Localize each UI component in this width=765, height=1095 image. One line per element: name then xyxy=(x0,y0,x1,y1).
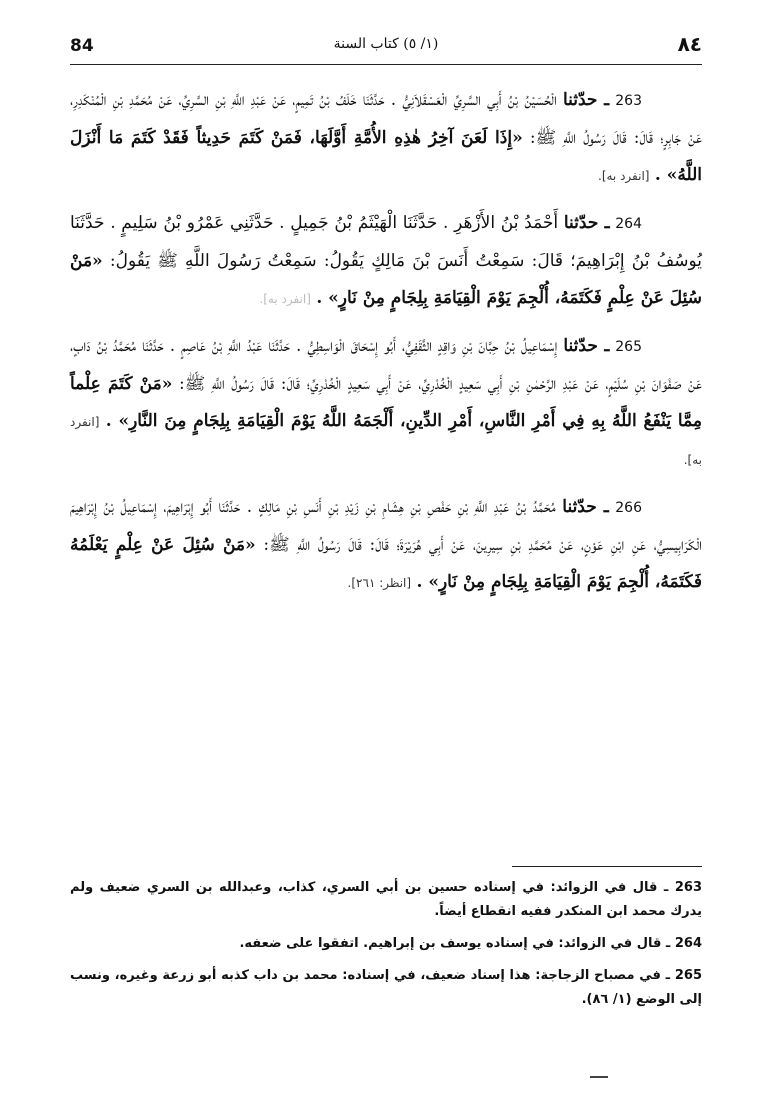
footnote-264 xyxy=(70,932,702,956)
hadith-isnad: مُحَمَّدُ بْنُ عَبْدِ اللَّهِ بْنِ حَفْصِ بْنِ هِشَامِ بْنِ زَيْدِ بْنِ أَنَسِ بْنِ مَالِكٍ . حَدَّثَنَا أَبُو إِبْرَاهِيمَ، إِسْمَاعِيلُ بْنُ إِبْرَاهِيمَ الْكَرَابِيسِيُّ، عَنِ ابْنِ عَوْنٍ، عَنْ مُحَمَّدِ بْنِ سِيرِينَ، عَنْ أَبِي هُرَيْرَةَ؛ قَالَ: قَالَ رَسُولُ اللَّهِ ﷺ: xyxy=(70,497,702,555)
hadith-lead: ـ حدّثنا xyxy=(562,90,610,110)
footnote-rule xyxy=(512,866,702,867)
footnote-label: 263 ـ قال في الزوائد: xyxy=(550,880,703,895)
hadith-note: [انفرد به]. xyxy=(598,169,650,183)
hadith-number: 263 xyxy=(615,93,642,109)
hadith-number: 266 xyxy=(615,500,642,516)
hadith-lead: ـ حدّثنا xyxy=(562,497,609,517)
page-number-arabic: ٨٤ xyxy=(677,32,702,56)
hadith-isnad: الْحُسَيْنُ بْنُ أَبِي السَّرِيِّ الْعَسْقَلاَنِيُّ . حَدَّثَنَا خَلَفُ بْنُ تَمِيمٍ، عَنْ عَبْدِ اللَّهِ بْنِ السَّرِيِّ، عَنْ مُحَمَّدِ بْنِ الْمُنْكَدِرِ، عَنْ جَابِرٍ؛ قَالَ: قَالَ رَسُولُ اللَّهِ ﷺ: xyxy=(70,90,703,148)
hadith-matn: «مَنْ كَتَمَ عِلْماً مِمَّا يَنْفَعُ اللَّهُ بِهِ فِي أَمْرِ النَّاسِ، أَمْرِ الدِّينِ، أَلْجَمَهُ اللَّهُ يَوْمَ الْقِيَامَةِ بِلِجَامٍ مِنَ النَّارِ» . xyxy=(70,374,702,431)
footnote-text: في إسناده حسين بن أبي السري، كذاب، وعبدالله بن السري ضعيف ولم يدرك محمد ابن المنكدر ففيه انقطاع أيضاً. xyxy=(70,880,702,919)
hadith-isnad: أَحْمَدُ بْنُ الأَزْهَرِ . حَدَّثَنَا الْهَيْثَمُ بْنُ جَمِيلٍ . حَدَّثَنِي عَمْرُو بْنُ سَلِيمٍ . حَدَّثَنَا يُوسُفُ بْنُ إِبْرَاهِيمَ؛ قَالَ: سَمِعْتُ أَنَسَ بْنَ مَالِكٍ يَقُولُ: سَمِعْتُ رَسُولَ اللَّهِ ﷺ يَقُولُ: xyxy=(70,213,703,271)
hadith-matn: «إِذَا لَعَنَ آخِرُ هٰذِهِ الأُمَّةِ أَوَّلَهَا، فَمَنْ كَتَمَ حَدِيثاً فَقَدْ كَتَمَ مَا أَنْزَلَ اللَّهُ» . xyxy=(70,128,702,185)
hadith-lead: ـ حدّثنا xyxy=(563,213,610,233)
main-text xyxy=(70,82,702,612)
footnote-263 xyxy=(70,876,702,924)
footnote-label: 265 ـ في مصباح الزجاجة: xyxy=(535,968,702,983)
hadith-265 xyxy=(70,328,702,479)
header-rule xyxy=(70,64,702,65)
footnote-265 xyxy=(70,964,702,1012)
hadith-number: 264 xyxy=(615,216,642,232)
page-header xyxy=(70,32,702,64)
hadith-lead: ـ حدّثنا xyxy=(563,336,610,356)
hadith-isnad: إِسْمَاعِيلُ بْنُ حِبَّانَ بْنِ وَاقِدٍ الثَّقَفِيُّ، أَبُو إِسْحَاقَ الْوَاسِطِيُّ . حَدَّثَنَا عَبْدُ اللَّهِ بْنُ عَاصِمٍ . حَدَّثَنَا مُحَمَّدُ بْنُ دَابٍ، عَنْ صَفْوَانَ بْنِ سُلَيْمٍ، عَنْ عَبْدِ الرَّحْمٰنِ بْنِ أَبِي سَعِيدٍ الْخُدْرِيِّ، عَنْ أَبِي سَعِيدٍ الْخُدْرِيِّ؛ قَالَ: قَالَ رَسُولُ اللَّهِ ﷺ: xyxy=(70,336,703,394)
hadith-matn: «مَنْ سُئِلَ عَنْ عِلْمٍ فَكَتَمَهُ، أُلْجِمَ يَوْمَ الْقِيَامَةِ بِلِجَامٍ مِنْ نَارٍ» . xyxy=(70,251,702,308)
hadith-note: [انفرد به]. xyxy=(70,415,702,467)
hadith-note: [انظر: ٢٦١]. xyxy=(347,576,412,590)
hadith-266 xyxy=(70,489,702,602)
footnotes xyxy=(70,876,702,1020)
scan-mark xyxy=(590,1076,608,1078)
footnote-text: في إسناده يوسف بن إبراهيم. اتفقوا على ضعفه. xyxy=(239,936,554,951)
hadith-263 xyxy=(70,82,702,195)
hadith-matn: «مَنْ سُئِلَ عَنْ عِلْمٍ يَعْلَمُهُ فَكَتَمَهُ، أُلْجِمَ يَوْمَ الْقِيَامَةِ بِلِجَامٍ مِنْ نَارٍ» . xyxy=(70,535,702,592)
running-title: (١/ ٥) كتاب السنة xyxy=(333,36,439,52)
hadith-note: [انفرد به]. xyxy=(259,292,311,306)
hadith-264 xyxy=(70,205,702,318)
footnote-text: هذا إسناد ضعيف، في إسناده: محمد بن داب كذبه أبو زرعة وغيره، ونسب إلى الوضع (١/ ٨٦). xyxy=(70,968,702,1007)
page-number-latin: 84 xyxy=(70,36,94,56)
hadith-number: 265 xyxy=(615,339,642,355)
footnote-label: 264 ـ قال في الزوائد: xyxy=(558,936,702,951)
